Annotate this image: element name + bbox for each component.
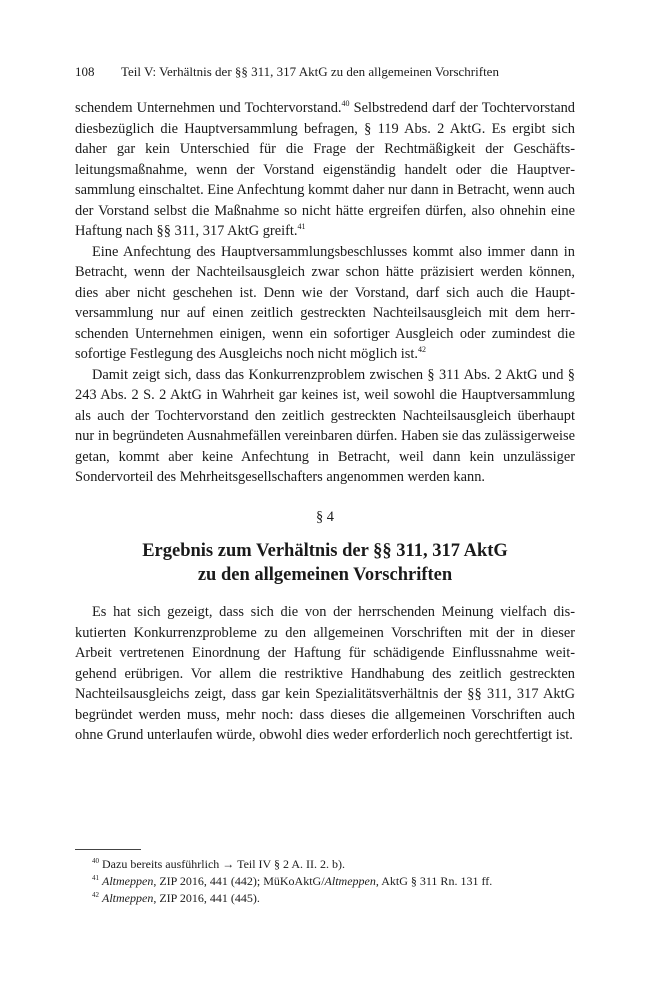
footnote-author: Altmeppen (102, 891, 154, 905)
footnote-text: , ZIP 2016, 441 (445). (153, 891, 260, 905)
paragraph (75, 98, 575, 242)
section-body (75, 602, 575, 746)
footnote-author: Altmeppen (324, 874, 376, 888)
paragraph-text: Selbstredend darf der Tochtervorstand diesbezüglich die Hauptversammlung befragen, § 119 Abs. 2 AktG. Es ergibt sich daher gar kein Unterschied für die Frage der Rechtmäßigkeit der Geschäftsleitungsmaßnahme, wenn der Vorstand eigenständig handelt oder die Hauptversammlung einschaltet. Eine Anfechtung kommt daher nur dann in Betracht, wenn auch der Vorstand selbst die Maßnahme so nicht hätte ergreifen dürfen, also ohnehin eine Haftung nach §§ 311, 317 AktG greift. (75, 100, 575, 239)
paragraph-text: schendem Unternehmen und Tochtervorstand. (75, 100, 342, 116)
footnote-ref-41[interactable]: 41 (297, 222, 306, 231)
footnote-text: , AktG § 311 Rn. 131 ff. (375, 874, 493, 888)
footnote-number: 41 (92, 874, 99, 882)
body-text (75, 98, 575, 488)
footnote-separator (75, 849, 141, 850)
footnote-ref-40[interactable]: 40 (341, 99, 350, 108)
footnote-author: Altmeppen (102, 874, 154, 888)
footnote-number: 42 (92, 891, 99, 899)
footnote-42 (75, 890, 575, 907)
section-heading (75, 539, 575, 587)
page-number: 108 (75, 64, 95, 79)
paragraph-text: Eine Anfechtung des Hauptversammlungsbeschlusses kommt also immer dann in Betracht, wenn der Nachteilsausgleich zwar schon hätte präzisiert werden können, dies aber nicht geschehen ist. Denn wie der Vorstand, darf sich auch die Hauptversammlung nur auf einen zeitlich gestreckten Nachteilsausgleich mit dem herrschenden Unternehmen einigen, wenn ein sofortiger Ausgleich oder zumindest die sofortige Festlegung des Ausgleichs noch nicht möglich ist. (75, 243, 575, 362)
footnotes (75, 856, 575, 907)
footnote-40 (75, 856, 575, 873)
heading-line: zu den allgemeinen Vorschriften (197, 565, 453, 585)
heading-line: Ergebnis zum Verhältnis der §§ 311, 317 AktG (142, 541, 508, 561)
footnote-text: Dazu bereits ausführlich → Teil IV § 2 A. II. 2. b). (102, 857, 345, 871)
footnote-ref-42[interactable]: 42 (417, 345, 426, 354)
footnote-number: 40 (92, 857, 99, 865)
paragraph (75, 242, 575, 365)
running-header (75, 64, 575, 80)
section-number: § 4 (316, 509, 334, 525)
footnote-41 (75, 873, 575, 890)
paragraph: Es hat sich gezeigt, dass sich die von der herrschenden Meinung vielfach diskutierten Konkurrenzprobleme zu den allgemeinen Vorschriften mit der in dieser Arbeit vertretenen Einordnung der Haftung für schädigende Einflussnahme weitgehend erübrigen. Vor allem die restriktive Handhabung des zeitlich gestreckten Nachteilsausgleichs zeigt, dass gar kein Spezialitätsverhältnis der §§ 311, 317 AktG begründet werden muss, mehr noch: dass dieses die allgemeinen Vorschriften auch ohne Grund unterlaufen würde, obwohl dies weder erforderlich noch gerechtfertigt ist. (75, 604, 575, 743)
paragraph: Damit zeigt sich, dass das Konkurrenzproblem zwischen § 311 Abs. 2 AktG und § 243 Abs. 2 S. 2 AktG in Wahrheit gar keines ist, weil sowohl die Hauptversammlung als auch der Tochtervorstand den zeitlich gestreckten Nachteilsausgleich überhaupt nur in begründeten Ausnahmefällen vereinbaren dürfen. Haben sie das zulässigerweise getan, kommt aber keine Anfechtung in Betracht, weil dann kein unzulässiger Sondervorteil des Mehrheitsgesellschafters angenommen werden kann. (75, 366, 575, 485)
running-title: Teil V: Verhältnis der §§ 311, 317 AktG zu den allgemeinen Vorschriften (121, 64, 499, 79)
footnote-text: , ZIP 2016, 441 (442); MüKoAktG/ (153, 874, 325, 888)
